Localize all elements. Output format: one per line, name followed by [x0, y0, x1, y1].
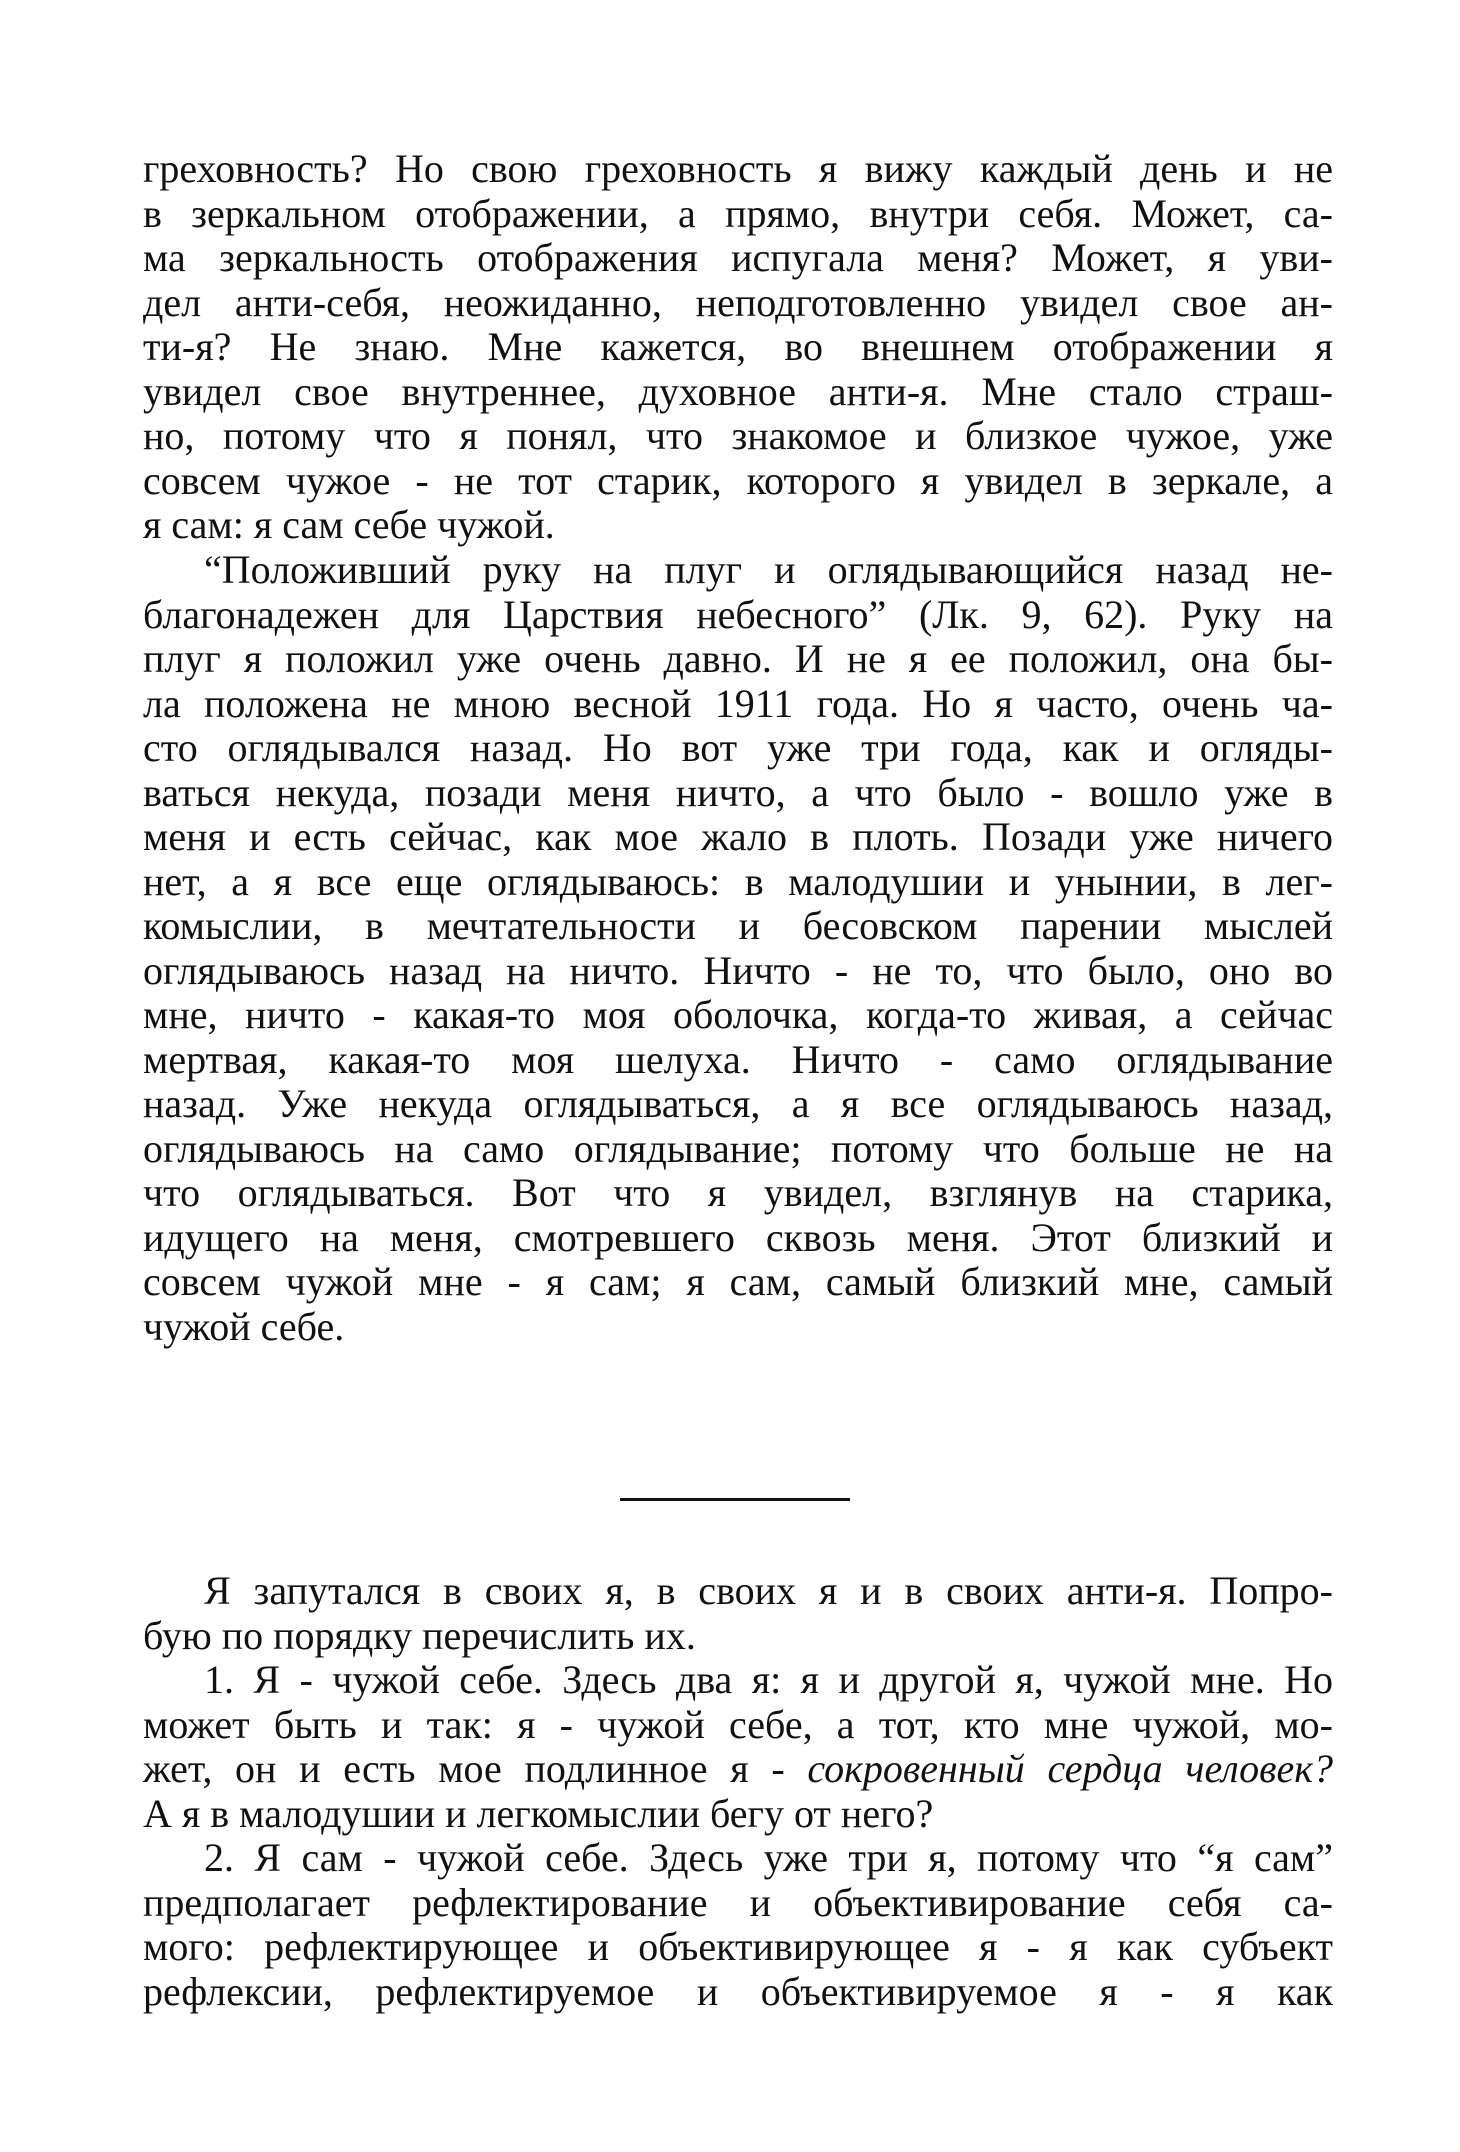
- text-line: оглядываюсь назад на ничто. Ничто - не то, что было, оно во: [143, 947, 1333, 993]
- text-line: увидел свое внутреннее, духовное анти-я. Мне стало страш-: [143, 368, 1333, 414]
- paragraph-1: [143, 147, 1333, 548]
- text-line: Я запутался в своих я, в своих я и в своих анти-я. Попро-: [204, 1568, 1333, 1613]
- text-line: “Положивший руку на плуг и оглядывающийся назад не-: [204, 547, 1333, 592]
- text-line: благонадежен для Царствия небесного” (Лк. 9, 62). Руку на: [143, 591, 1333, 637]
- text-line: идущего на меня, смотревшего сквозь меня. Этот близкий и: [143, 1214, 1333, 1260]
- text-line: мне, ничто - какая-то моя оболочка, когда-то живая, а сейчас: [143, 992, 1333, 1037]
- text-line: совсем чужое - не тот старик, которого я увидел в зеркале, а: [143, 457, 1333, 503]
- text-line: совсем чужой мне - я сам; я сам, самый близкий мне, самый: [143, 1259, 1333, 1304]
- text-line: комыслии, в мечтательности и бесовском парении мыслей: [143, 903, 1333, 948]
- section-divider: [620, 1498, 850, 1501]
- text-line: ла положена не мною весной 1911 года. Но я часто, очень ча-: [143, 680, 1333, 726]
- paragraph-2: [143, 548, 1333, 1349]
- text-line: плуг я положил уже очень давно. И не я ее положил, она бы-: [143, 636, 1333, 681]
- text-line: ваться некуда, позади меня ничто, а что было - вошло уже в: [143, 769, 1333, 815]
- text-line: чужой себе.: [143, 1303, 345, 1349]
- text-line: в зеркальном отображении, а прямо, внутри себя. Может, са-: [143, 190, 1333, 236]
- text-fragment: жет, он и есть мое подлинное я -: [143, 1746, 808, 1791]
- text-line: 2. Я сам - чужой себе. Здесь уже три я, потому что “я сам”: [204, 1835, 1333, 1880]
- text-line: назад. Уже некуда оглядываться, а я все оглядываюсь назад,: [143, 1081, 1333, 1126]
- text-line: ма зеркальность отображения испугала меня? Может, я уви-: [143, 235, 1333, 280]
- text-line: дел анти-себя, неожиданно, неподготовленно увидел свое ан-: [143, 279, 1333, 325]
- text-line: что оглядываться. Вот что я увидел, взглянув на старика,: [143, 1170, 1333, 1215]
- text-line: [143, 1747, 1333, 1792]
- list-item-2: [143, 1836, 1333, 2014]
- text-line: 1. Я - чужой себе. Здесь два я: я и другой я, чужой мне. Но: [204, 1657, 1333, 1702]
- text-line: меня и есть сейчас, как мое жало в плоть. Позади уже ничего: [143, 814, 1333, 859]
- text-line: мого: рефлектирующее и объективирующее я - я как субъект: [143, 1924, 1333, 1969]
- text-line: я сам: я сам себе чужой.: [143, 502, 555, 547]
- text-line: А я в малодушии и легкомыслии бегу от него?: [143, 1790, 934, 1836]
- text-line: сто оглядывался назад. Но вот уже три года, как и огляды-: [143, 725, 1333, 770]
- text-line: может быть и так: я - чужой себе, а тот, кто мне чужой, мо-: [143, 1701, 1333, 1747]
- text-line: греховность? Но свою греховность я вижу каждый день и не: [143, 146, 1333, 191]
- text-line: нет, а я все еще оглядываюсь: в малодушии и унынии, в лег-: [143, 858, 1333, 904]
- italic-quote: сокровенный сердца человек?: [807, 1746, 1333, 1791]
- text-line: ти-я? Не знаю. Мне кажется, во внешнем отображении я: [143, 324, 1333, 369]
- text-line: мертвая, какая-то моя шелуха. Ничто - само оглядывание: [143, 1036, 1333, 1082]
- text-line: рефлексии, рефлектируемое и объективируемое я - я как: [143, 1968, 1333, 2014]
- text-line: бую по порядку перечислить их.: [143, 1612, 696, 1658]
- text-line: оглядываюсь на само оглядывание; потому что больше не на: [143, 1125, 1333, 1171]
- text-line: но, потому что я понял, что знакомое и близкое чужое, уже: [143, 413, 1333, 458]
- list-item-1: [143, 1658, 1333, 1836]
- paragraph-3: [143, 1569, 1333, 1658]
- text-line: предполагает рефлектирование и объективирование себя са-: [143, 1879, 1333, 1925]
